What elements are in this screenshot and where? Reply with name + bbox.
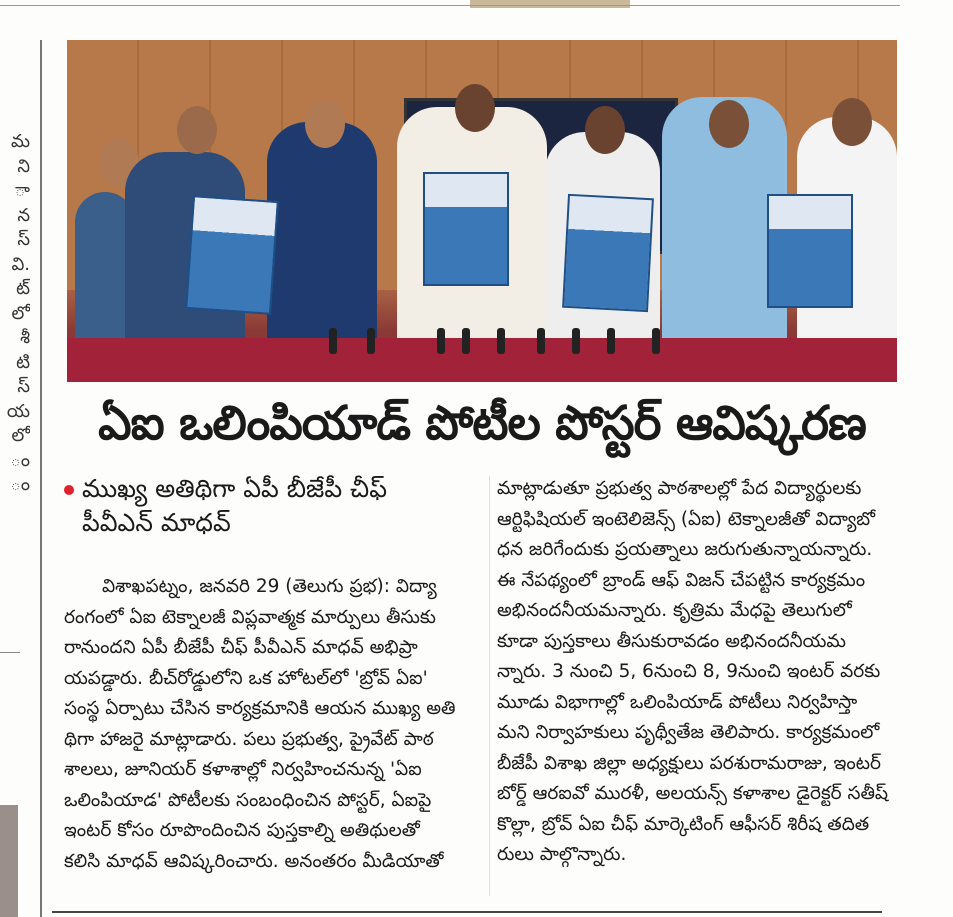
body-line: సంస్థ ఏర్పాటు చేసిన కార్యక్రమానికి ఆయన ముఖ్య అతి bbox=[64, 698, 456, 719]
column-gutter bbox=[489, 476, 490, 896]
body-line: ఈ నేపథ్యంలో బ్రాండ్ ఆఫ్ విజన్ చేపట్టిన కార్యక్రమం bbox=[497, 569, 866, 591]
fragment-char: ం bbox=[10, 449, 30, 471]
bottom-rule bbox=[52, 911, 882, 913]
body-line: కలిసి మాధవ్ ఆవిష్కరించారు. అనంతరం మీడియాతో bbox=[64, 850, 444, 872]
microphone bbox=[572, 328, 580, 354]
fragment-char: ా bbox=[14, 180, 30, 201]
body-line: న్నారు. 3 నుంచి 5, 6నుంచి 8, 9నుంచి ఇంటర్ వరకు bbox=[497, 661, 881, 682]
held-poster bbox=[767, 194, 853, 308]
fragment-char: లో bbox=[11, 425, 30, 446]
body-line: థిగా హాజరై మాట్లాడారు. పలు ప్రభుత్వ, ప్రైవేట్ పాఠ bbox=[64, 728, 434, 750]
fragment-char: య bbox=[6, 400, 30, 422]
article-subheadline bbox=[64, 472, 387, 540]
fragment-char: ం bbox=[10, 474, 30, 495]
photo-head bbox=[585, 106, 625, 154]
event-photo bbox=[67, 40, 897, 382]
top-image-edge bbox=[470, 0, 630, 8]
body-line: రులు పాల్గొన్నారు. bbox=[497, 844, 627, 865]
photo-head bbox=[455, 84, 495, 132]
photo-table bbox=[67, 338, 897, 382]
fragment-char: లో bbox=[11, 302, 30, 324]
bullet-icon bbox=[64, 485, 74, 495]
body-line: యపడ్డారు. బీచ్‌రోడ్డులోని ఒక హోటల్‌లో 'బ్రోవ్ ఏఐ' bbox=[64, 667, 428, 689]
photo-head bbox=[305, 100, 345, 148]
body-line: ధన జరిగేందుకు ప్రయత్నాలు జరుగుతున్నాయన్నారు. bbox=[497, 539, 873, 560]
adjacent-article-fragment bbox=[0, 130, 30, 498]
body-line: రంగంలో ఏఐ టెక్నాలజీ విప్లవాత్మక మార్పులు తీసుకు bbox=[64, 606, 436, 628]
body-line: ఒలింపియాడ' పోటీలకు సంబంధించిన పోస్టర్, ఏఐపై bbox=[64, 789, 432, 811]
article-headline: ఏఐ ఒలింపియాడ్ పోటీల పోస్టర్ ఆవిష్కరణ bbox=[98, 396, 866, 451]
fragment-char: శీ bbox=[20, 327, 30, 348]
photo-head bbox=[832, 98, 872, 146]
fragment-char: న bbox=[17, 204, 30, 226]
body-line: మాట్లాడుతూ ప్రభుత్వ పాఠశాలల్లో పేద విద్యార్థులకు bbox=[497, 478, 862, 499]
body-line: ఇంటర్ కోసం రూపొందించిన పుస్తకాల్ని అతిథులతో bbox=[64, 820, 420, 841]
fragment-char: టి bbox=[16, 351, 30, 373]
held-poster bbox=[423, 172, 509, 286]
body-line: బోర్డ్ ఆరఐవో మురళీ, అలయన్స్ కళాశాల డైరెక్టర్ సతీష్ bbox=[497, 783, 889, 804]
microphone bbox=[652, 328, 660, 354]
fragment-char: స్ bbox=[17, 376, 30, 397]
subheadline-line: ముఖ్య అతిథిగా ఏపీ బీజేపీ చీఫ్ bbox=[82, 474, 387, 503]
adjacent-image-edge bbox=[0, 805, 18, 917]
article-body-right-column bbox=[497, 474, 902, 871]
held-poster bbox=[562, 194, 654, 312]
body-line: ఆర్టిఫిషియల్ ఇంటెలిజెన్స్ (ఏఐ) టెక్నాలజీతో విద్యాబో bbox=[497, 508, 876, 530]
microphone bbox=[329, 328, 337, 354]
top-rule bbox=[0, 5, 900, 6]
microphone bbox=[607, 328, 615, 354]
body-line: విశాఖపట్నం, జనవరి 29 (తెలుగు ప్రభ): విద్యా bbox=[102, 576, 437, 597]
body-line: బీజేపీ విశాఖ జిల్లా అధ్యక్షులు పరశురామరాజు, ఇంటర్ bbox=[497, 752, 881, 774]
body-line: అభినందనీయమన్నారు. కృత్రిమ మేధపై తెలుగులో bbox=[497, 600, 852, 621]
microphone bbox=[367, 328, 375, 354]
fragment-char: ట్ bbox=[16, 278, 30, 299]
body-line: కూడా పుస్తకాలు తీసుకురావడం అభినందనీయమ bbox=[497, 630, 846, 652]
body-line: మని నిర్వాహకులు పృథ్వీతేజ తెలిపారు. కార్యక్రమంలో bbox=[497, 722, 880, 743]
fragment-char: స్ bbox=[17, 229, 30, 250]
photo-head bbox=[177, 106, 217, 154]
microphone bbox=[537, 328, 545, 354]
fragment-char: ని bbox=[17, 155, 30, 177]
body-line: శాలలు, జూనియర్ కళాశాల్లో నిర్వహించనున్న 'ఏఐ bbox=[64, 759, 422, 780]
microphone bbox=[437, 328, 445, 354]
fragment-char: వి. bbox=[11, 253, 30, 275]
microphone bbox=[497, 328, 505, 354]
fragment-char: మ bbox=[10, 131, 30, 152]
photo-person bbox=[267, 122, 377, 342]
microphone bbox=[462, 328, 470, 354]
body-line: రానుందని ఏపీ బీజేపీ చీఫ్ పీవీఎన్ మాధవ్ అభిప్రా bbox=[64, 637, 418, 658]
adjacent-rule bbox=[0, 652, 20, 653]
column-divider-rule bbox=[40, 40, 42, 917]
body-line: మూడు విభాగాల్లో ఒలింపియాడ్ పోటీలు నిర్వహిస్తా bbox=[497, 691, 858, 713]
photo-head bbox=[709, 100, 749, 148]
subheadline-line: పీవీఎన్ మాధవ్ bbox=[82, 508, 231, 537]
held-poster bbox=[185, 195, 279, 315]
article-body-left-column bbox=[64, 572, 484, 877]
body-line: కొల్లా, బ్రోవ్ ఏఐ చీఫ్ మార్కెటింగ్ ఆఫీసర్ శిరీష తదిత bbox=[497, 813, 870, 835]
